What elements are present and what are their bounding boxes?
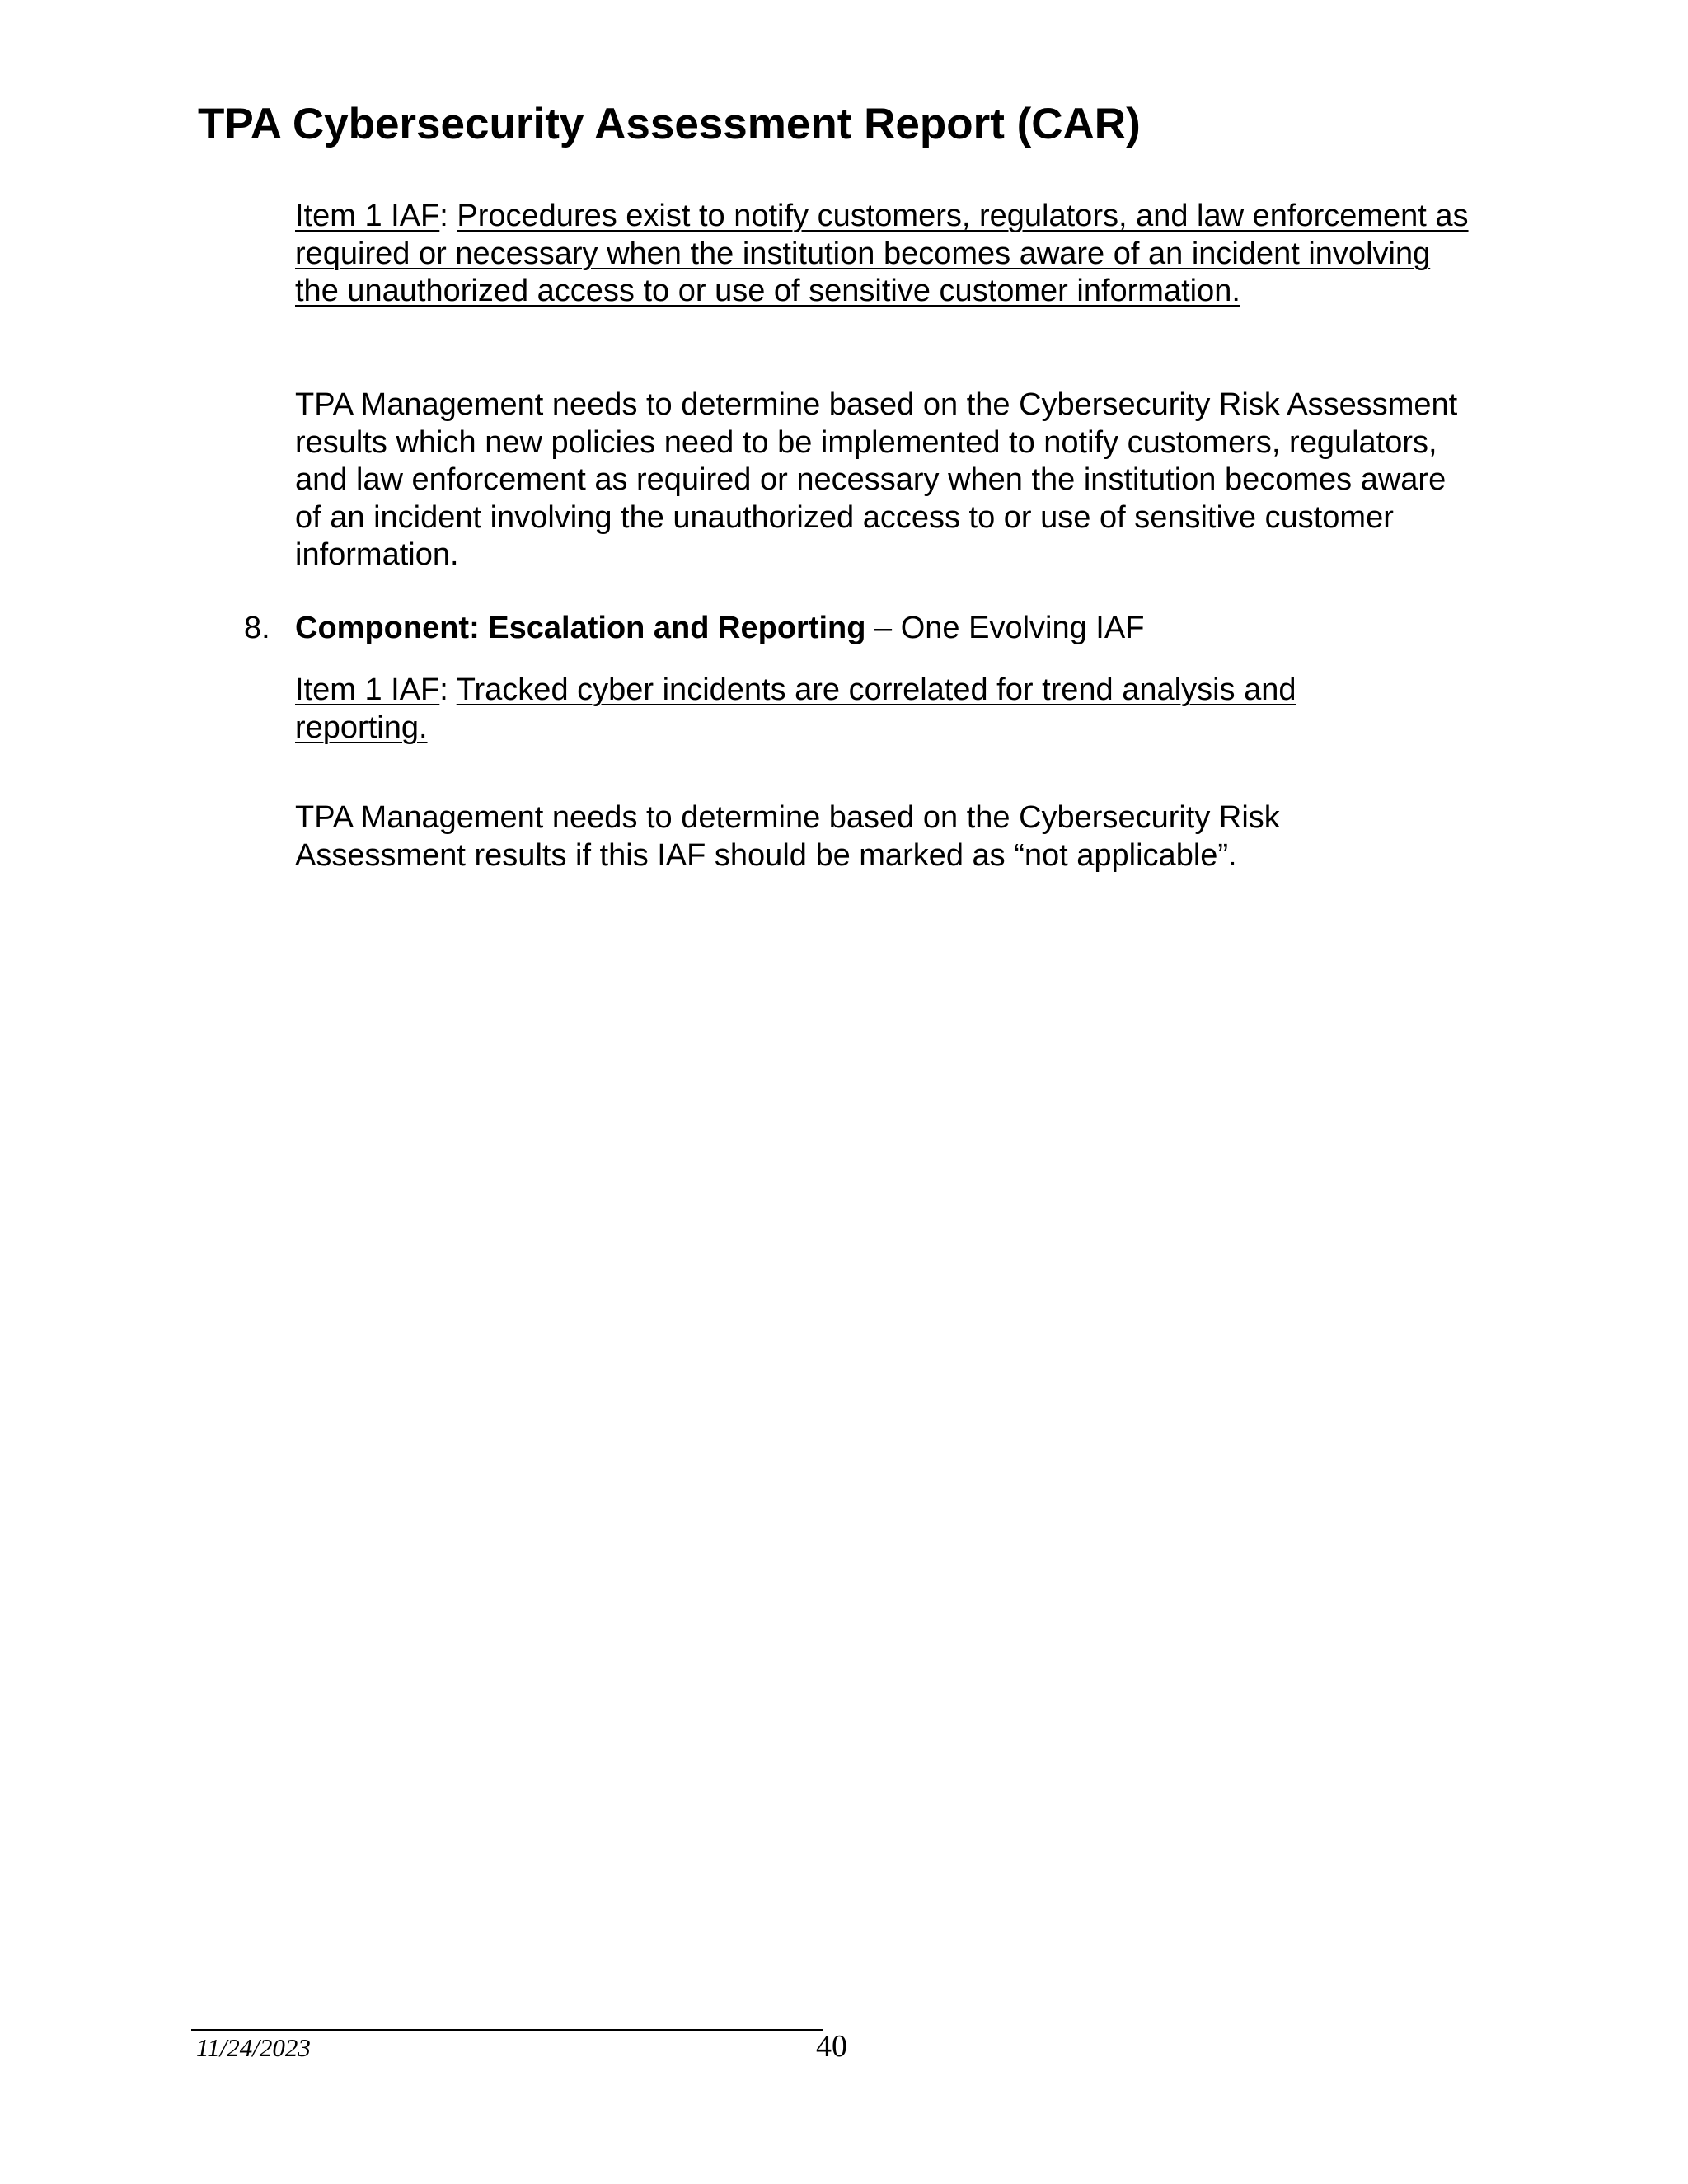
component-heading-text: [295, 610, 1144, 648]
component-suffix: – One Evolving IAF: [865, 611, 1145, 645]
footer-divider: [191, 2029, 823, 2031]
list-number: 8.: [244, 611, 270, 645]
assessment-paragraph-escalation: TPA Management needs to determine based on the Cybersecurity Risk Assessment results if this IAF should be marked as “not applicable”.: [295, 800, 1280, 873]
iaf-item-text: Procedures exist to notify customers, regulators, and law enforcement as required or necessary when the institution becomes aware of an incident involving the unauthorized access to or use of sensitive customer information.: [295, 199, 1469, 308]
iaf-item-label: Item 1 IAF: [295, 199, 440, 233]
iaf-item-escalation: [295, 672, 1367, 747]
footer-date: 11/24/2023: [196, 2033, 311, 2062]
iaf-item-text: Tracked cyber incidents are correlated for trend analysis and reporting.: [295, 673, 1296, 745]
component-name: Component: Escalation and Reporting: [295, 611, 866, 645]
iaf-item-label: Item 1 IAF: [295, 673, 440, 707]
iaf-item-notification: [295, 198, 1482, 311]
page-number: 40: [816, 2029, 847, 2064]
iaf-item-separator: :: [439, 199, 457, 233]
page-title: TPA Cybersecurity Assessment Report (CAR): [198, 100, 1141, 148]
assessment-paragraph-notification: TPA Management needs to determine based on the Cybersecurity Risk Assessment results which new policies need to be implemented to notify customers, regulators, and law enforcement as required or necessary when the institution becomes aware of an incident involving the unauthorized access to or use of sensitive customer information.: [295, 387, 1458, 572]
iaf-item-separator: :: [439, 673, 457, 707]
